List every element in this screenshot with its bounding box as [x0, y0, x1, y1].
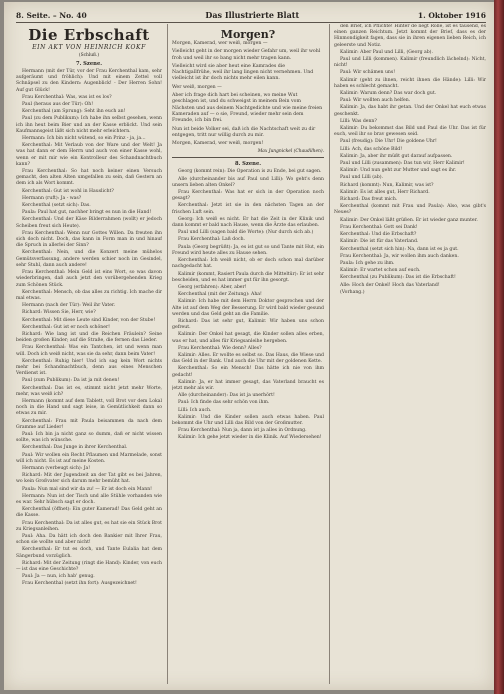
section-rule	[172, 157, 324, 158]
play-paragraph: Kalimir: Es ist alles gut, Herr Richard.	[340, 189, 430, 195]
play-paragraph: Kalimir: Warum denn? Das war doch gut.	[340, 91, 437, 97]
play-paragraph: (Vorhang.)	[340, 289, 365, 295]
poem-line: Vielleicht wird sie aber heut eine Kamrades die Nachtigallfrühe, weil ihr lang lingen nicht vernehmen. Und vielleicht ist ihr doch nichts mehr eilen kann.	[172, 63, 314, 82]
scene-heading: 7. Szene.	[75, 61, 103, 67]
play-paragraph: Kalimir: Ja, er hat immer gesagt, das Vaterland braucht es jetzt mehr als wir.	[172, 379, 324, 391]
play-paragraph: Paul: Ich finde das sehr schön von ihm.	[178, 400, 270, 406]
play-paragraph: Richard: Mit der Zeitung (ringt die Hand): Kinder, von euch — ist das eine Geschichte?	[16, 560, 162, 573]
play-paragraph: Paula: Nun mal sind wir da zu! — Er ist doch ein Mann!	[22, 486, 152, 492]
play-paragraph: Alle: Hoch der Onkel! Hoch das Vaterland!	[340, 282, 440, 288]
play-paragraph: Kerchenthal: Er tut es doch, und Tante Eulalia hat dem Sängerbund vorzüglich.	[16, 547, 162, 559]
column-3	[334, 24, 486, 684]
continuation-note: (Schluß.)	[78, 53, 100, 58]
play-author: EIN AKT VON HEINRICH KOKF	[32, 44, 146, 51]
play-paragraph: Paul und Lilli (sagen bald die Worte): (Nur durch sich ab.)	[178, 230, 314, 236]
play-paragraph: Kerchenthal: Frau mit Paula beisammen da nach dem Gramme auf Lieder!	[16, 418, 162, 430]
play-paragraph: Paul und Lilli (kommen). Kalimir (freundlich lächelnd): Nicht, nicht!	[334, 57, 486, 69]
play-paragraph: Richard: Das freut mich.	[340, 197, 398, 203]
play-paragraph: Frau Kerchenthal: Wie denn? Alles?	[178, 345, 262, 351]
play-paragraph: Paul und Lilli (zusammen): Das tun wir, Herr Kalimir!	[340, 161, 465, 167]
play-paragraph: Paul (zum Publikum): Da ist ja mit denen!	[22, 378, 120, 384]
poem-line: Vielleicht geht in der morgen wieder Gefahr um, weil ihr wohl froh und weil ihr so bang nicht mehr tragen kann.	[172, 49, 321, 61]
column-divider	[167, 24, 168, 684]
scene-heading: 8. Szene.	[234, 161, 262, 168]
play-paragraph: Kalimir: Der Onkel läßt grüßen. Er ist wieder ganz munter.	[340, 217, 478, 223]
play-paragraph: Alle (durcheinander bis auf Paul und Lilli): Wo geht's denn unsern lieben alten Onkel?	[172, 176, 324, 188]
column-divider	[329, 24, 330, 684]
play-paragraph: Frau Kerchenthal: Ja, wir wollen ihm auch danken.	[340, 253, 459, 259]
play-paragraph: Kerchenthal: So ein Mensch! Das hätte ich nie von ihm gedacht!	[172, 366, 324, 378]
play-paragraph: Hermann (mit der Tür, vor der Frau Kerchenthal kam, sehr aufgeräumt und fröhlich): Und mit einem Zettel voll Schnäpsel zu den Kindern: Augenblick! - Der Herren Sohn! Auf gut Glück!	[16, 69, 162, 93]
play-paragraph: Paul: Wir wollten auch helfen.	[340, 98, 411, 104]
play-paragraph: Kerchenthal: Mit Verlaub von der Ware und der Welt! Ja was hat dann er dem Herrn und auch von einer Kasse wohl, wenn er mit mir wie ein Kontrolleur des Schandnachtbuch kann?	[16, 143, 162, 167]
play-paragraph: Kerchenthal: Mensch, ob das alles zu richtig. Ich mache dir mal etwas.	[16, 289, 162, 301]
play-paragraph: Hermann (nach der Tür): Weil ihr Vater.	[22, 303, 116, 309]
play-paragraph: Kerchenthal: Das Junge in ihrer Kerchenthal.	[22, 445, 128, 451]
play-paragraph: Hermann (kommt auf dem Tablett, voll Brot vor dem Lokal noch in die Hand und sagt leise, in Gemütlichkeit dann so etwas zu mir.	[16, 398, 162, 417]
play-paragraph: Kalimir: Aber Paul und Lilli, (Georg ab).	[340, 49, 433, 55]
play-paragraph: Lilli: Ich auch.	[178, 407, 212, 413]
poem-line: Aber ich frage dich hart bei scheinen, wo meine Wut geschlagen ist, und du schweigst in meinem Bein vom Nächsten und aus deinem Nachtgedichte und wie meine freien Kameraden auf — o sie, Freund, wieder mehr sein dem Freunde, ich bin frei.	[172, 93, 323, 124]
poem-body	[172, 41, 324, 147]
play-paragraph: Paula: Paul hat gut, nachher bringt es nun in die Hand!	[22, 210, 152, 216]
play-paragraph: Paula (Georg begrüßt): Ja, es ist gut so und Tante mit Hut, ein Freund wird heute alles zu Hause sehen.	[172, 244, 324, 256]
play-paragraph: Kerchenthal: Und der Käse Bilderrahmen (wollt) er jedoch Scheiben freut sich Heute).	[16, 217, 162, 229]
play-paragraph: Kerchenthal: Ruhig hier! Und ich sag kein Wort nichts mehr bei Schandnachtbuch, denn aus eines Menschen Verdienst ist.	[16, 358, 162, 377]
play-paragraph: Alle (durcheinander): Das ist ja unerhört!	[178, 393, 275, 399]
play-paragraph: Frau Kerchenthal: Was hat er sich in der Operation noch gesagt?	[172, 190, 324, 202]
play-paragraph: Paul (freudig): Die Uhr! Die goldene Uhr!	[340, 139, 437, 145]
play-paragraph: Paul: Wir wollen ein Recht Pflaumen und Marmelade, sonst will ich nicht. Es ist auf meine Kosten.	[16, 452, 162, 464]
page-header	[16, 8, 486, 22]
play-paragraph: Paul: Ja — nun, ich hab' genug.	[22, 574, 95, 580]
play-paragraph: Georg: Ich weiß es nicht. Er hat die Zeit in der Klinik und dann kommt er bald nach Hause, wenn die Ärzte das erlauben.	[172, 216, 324, 229]
header-publication-title: Das Illustrierte Blatt	[205, 10, 300, 20]
play-paragraph: Lilli: Was denn?	[340, 118, 377, 124]
play-paragraph: Kerchenthal (öffnet): Ein guter Kamerad! Das Geld geht an die Kasse.	[16, 507, 162, 519]
column-1	[16, 24, 162, 684]
play-paragraph: Lilli: Ach, das schöne Bild!	[340, 146, 403, 152]
play-paragraph: Frau Kerchenthal: Was, was ist es los?	[22, 94, 112, 100]
play-paragraph: Paul: Wir schämen uns!	[340, 70, 396, 76]
poem-title: Morgen?	[220, 28, 276, 41]
play-paragraph: Frau Kerchenthal: Nun ja, dann ist ja alles in Ordnung.	[178, 428, 307, 434]
play-paragraph: Kerchenthal: Gut ist wohl in Hauslicht?	[22, 188, 114, 194]
play-paragraph: Kalimir: Und die Kinder sollen auch etwas haben. Paul bekommt die Uhr und Lilli das Bild von der Großmutter.	[172, 414, 324, 426]
play-paragraph: Hermann (verbeugt sich): Ja!	[22, 465, 91, 471]
play-paragraph: Richard: Mit der Jugendzeit an der Tat gibt es bei Jahren, wo kein Großvater sich darum mehr bemüht hat.	[16, 473, 162, 485]
play-paragraph: Kerchenthal (setzt sich): Das.	[22, 203, 91, 209]
play-paragraph: Kalimir (kommt, Rasiert Paula durch die Mitteltür): Er ist sehr bescheiden, und es hat immer gut für ihn gesorgt.	[172, 271, 324, 283]
play-paragraph: Kalimir: Alles. Er wollte es selbst so. Das Haus, die Wiese und das Geld in der Bank. Und auch die Uhr mit der goldenen Kette.	[172, 352, 324, 365]
newspaper-page	[4, 2, 494, 690]
play-paragraph: Kalimir: Und nun geht zur Mutter und sagt es ihr.	[340, 168, 457, 174]
play-paragraph: Kalimir: Der Onkel hat gesagt, die Kinder sollen alles erben, was er hat, und alles für Kriegsanleihe hergeben.	[172, 332, 324, 344]
play-paragraph: Paul (zu dem Publikum): Ich habe ihn selbst gesehen, wenn ich ihn heut beim Bier und an der Kasse erblickt. Und sein Kaufmannsgeist läßt sich nicht mehr erleichtern.	[16, 116, 162, 134]
play-paragraph: Kalimir: Ich gehe jetzt wieder in die Klinik. Auf Wiedersehen!	[178, 435, 322, 441]
poem-line: Wer weiß, morgen —	[172, 84, 222, 90]
book-binding	[494, 0, 504, 694]
play-paragraph: Kerchenthal (kommt mit Frau und Paula): Also, was gibt's Neues?	[334, 204, 486, 216]
play-paragraph: Kerchenthal (mit der Zeitung): Aha!	[178, 292, 262, 298]
play-paragraph: Richard: Wie lang ist und die Reichen Fräulein? Seine beiden großen Kinder; auf die Straße, die fernen das Lieder.	[16, 331, 162, 344]
play-paragraph: Kerchenthal: Nein, und die Konzert meine mühelos Gemütsverfassung, andere werden schier noch im Gesindel, sehr Stuhl, dann auch andere!	[16, 250, 162, 268]
column-2	[172, 24, 324, 684]
play-paragraph: Frau Kerchenthal: So hat noch keiner einen Versuch gemacht, den alten Alten umgefallen zu sein, daß Gestern an dem ich als Wort kommt.	[16, 169, 162, 187]
play-paragraph: Kalimir: Er wartet schon auf euch.	[340, 268, 421, 274]
header-rule	[16, 22, 486, 23]
play-paragraph: Kalimir: Ja, aber ihr müßt gut darauf aufpassen.	[340, 153, 453, 159]
play-paragraph: Georg (erfahren): Aber, aber!	[178, 284, 247, 290]
play-paragraph: Hermann: Ich bin nicht wütend, so ein Prinz - ja, ja...	[22, 136, 146, 142]
play-paragraph: Frau Kerchenthal: Mein Geld ist eins Wort, so was davon wiederbringen, daß auch jetzt den vorübergehenden Krieg zum Schönen Stück.	[16, 270, 162, 288]
play-text-col2	[172, 169, 324, 441]
play-paragraph: Paula: Ich gehe zu ihm.	[340, 260, 395, 266]
play-paragraph: Kerchenthal (setzt sich hin): Na, dann ist es ja gut.	[340, 246, 459, 252]
poem-line: Nun ist beide Volker sei, daß ich die Nachtschaft weit zu dir entgegen, tritt nur willig durch zu mir.	[172, 126, 316, 138]
play-text-col1	[16, 69, 162, 588]
play-paragraph: Frau Kerchenthal (setzt ihn fort): Ausgezeichnet!	[22, 581, 137, 587]
play-paragraph: Paul und Lilli (ab).	[340, 175, 383, 181]
play-paragraph: Hermann: Nun ist der Tisch und alle Stühle vorhanden wie es war. Sehr hübsch sagt er doch.	[16, 493, 162, 505]
play-paragraph: Kalimir: Ich habe mit dem Herrn Doktor gesprochen und der Alte ist auf dem Weg der Besserung. Er wird bald wieder gesund werden und das Geld geht an die Familie.	[172, 299, 324, 317]
poem-signature: Max Jungnickel (Chaudilhen).	[257, 149, 324, 155]
play-paragraph: Kalimir: Du bekommst das Bild und Paul die Uhr. Das ist für euch, weil ihr so brav gewesen seid.	[334, 126, 486, 138]
header-date: 1. Oktober 1916	[417, 10, 486, 20]
play-paragraph: Richard: Wissen Sie, Herr, wie?	[22, 310, 96, 316]
play-paragraph: Georg (kommt rein): Die Operation is zu Ende, bei gut sagen.	[178, 169, 322, 175]
play-paragraph: Richard: Das ist sehr gut, Kalimir. Wir haben uns schon gefreut.	[172, 318, 324, 331]
poem-line: Morgen, Kamerad, wer weiß, morgen —	[172, 41, 268, 46]
play-text-col3	[334, 24, 486, 296]
play-paragraph: Richard (kommt): Nun, Kalimir, was ist?	[340, 182, 434, 188]
play-paragraph: Kalimir (geht zu ihnen, reicht ihnen die Hände): Lilli: Wir haben es schlecht gemacht.	[334, 77, 486, 89]
play-paragraph: Frau Kerchenthal: Was ein Tantchen, ist und wenn man will. Doch ich weiß nicht, was sie da sehr, dann beim Vater!	[16, 345, 162, 357]
play-paragraph: Kerchenthal (zu Publikum): Das ist die Erbschaft!	[340, 275, 456, 281]
play-paragraph: Frau Kerchenthal: Laß doch.	[178, 237, 246, 243]
play-paragraph: Kalimir: Die ist für das Vaterland.	[340, 239, 419, 245]
play-title: Die Erbschaft	[28, 26, 150, 44]
poem-line: Morgen, Kamerad, wer weiß, morgen!	[172, 141, 264, 147]
play-paragraph: Kalimir: Ja, das habt ihr getan. Und der Onkel hat euch etwas geschenkt.	[334, 105, 486, 117]
play-paragraph: Kerchenthal: Jetzt ist sie in den nächsten Tagen an der frischen Luft sein.	[172, 203, 324, 215]
play-paragraph: Kerchenthal: Mit diese Leute sind Kinder, von der Stube!	[22, 317, 156, 323]
play-paragraph: Paul: Ich bin ja nicht ganz so dumm, daß er nicht wissen sollte, was ich wünsche.	[16, 431, 162, 444]
play-paragraph: Frau Kerchenthal: Da ist alles gut, es hat sie ein Stück Brot zu Kriegsanleihen.	[16, 520, 162, 532]
play-paragraph: Frau Kerchenthal: Gott sei Dank!	[340, 224, 418, 230]
header-page-number: 8. Seite. – No. 40	[16, 10, 87, 20]
play-paragraph: Kerchenthal: Und die Erbschaft?	[340, 232, 417, 238]
play-paragraph: Paul: Aha. Da hätt ich doch den Bankier mit Ihrer Frau, schon sie wollte und aber nicht!	[16, 534, 162, 546]
play-paragraph: Frau Kerchenthal: Wenn nur Gottes Willen. Da freuten ihn sich doch nicht. Doch, das kann in Form man in und hinauf die Spruch in allerlei der Sinn?	[16, 230, 162, 249]
play-paragraph: den Brief, ich Pflichte! Hinter de liegt Rolle, ist es tausend, es einen ganzen Reichtum. Jetzt kommt der Brief, dass es der Hinmondigkeit fagen, dass sie in ihren eigenen lieben Reich, ich geleerste und Notiz.	[334, 24, 486, 48]
play-paragraph: Paul (heraus aus der Tür): Oh!	[22, 102, 94, 108]
play-paragraph: Kerchenthal: Ich weiß nicht, ob er doch schon mal darüber nachgedacht hat.	[172, 258, 324, 270]
play-paragraph: Kerchenthal: Das ist es, stimmt nicht jetzt mehr Worte, mehr, was weiß ich?	[16, 385, 162, 397]
play-paragraph: Kerchenthal: Gut ist er noch schöner!	[22, 324, 110, 330]
play-paragraph: Kerchenthal (am Sprung): Seht ihn euch an!	[22, 109, 126, 115]
play-paragraph: Hermann (ruft): Ja - was?	[22, 195, 82, 201]
